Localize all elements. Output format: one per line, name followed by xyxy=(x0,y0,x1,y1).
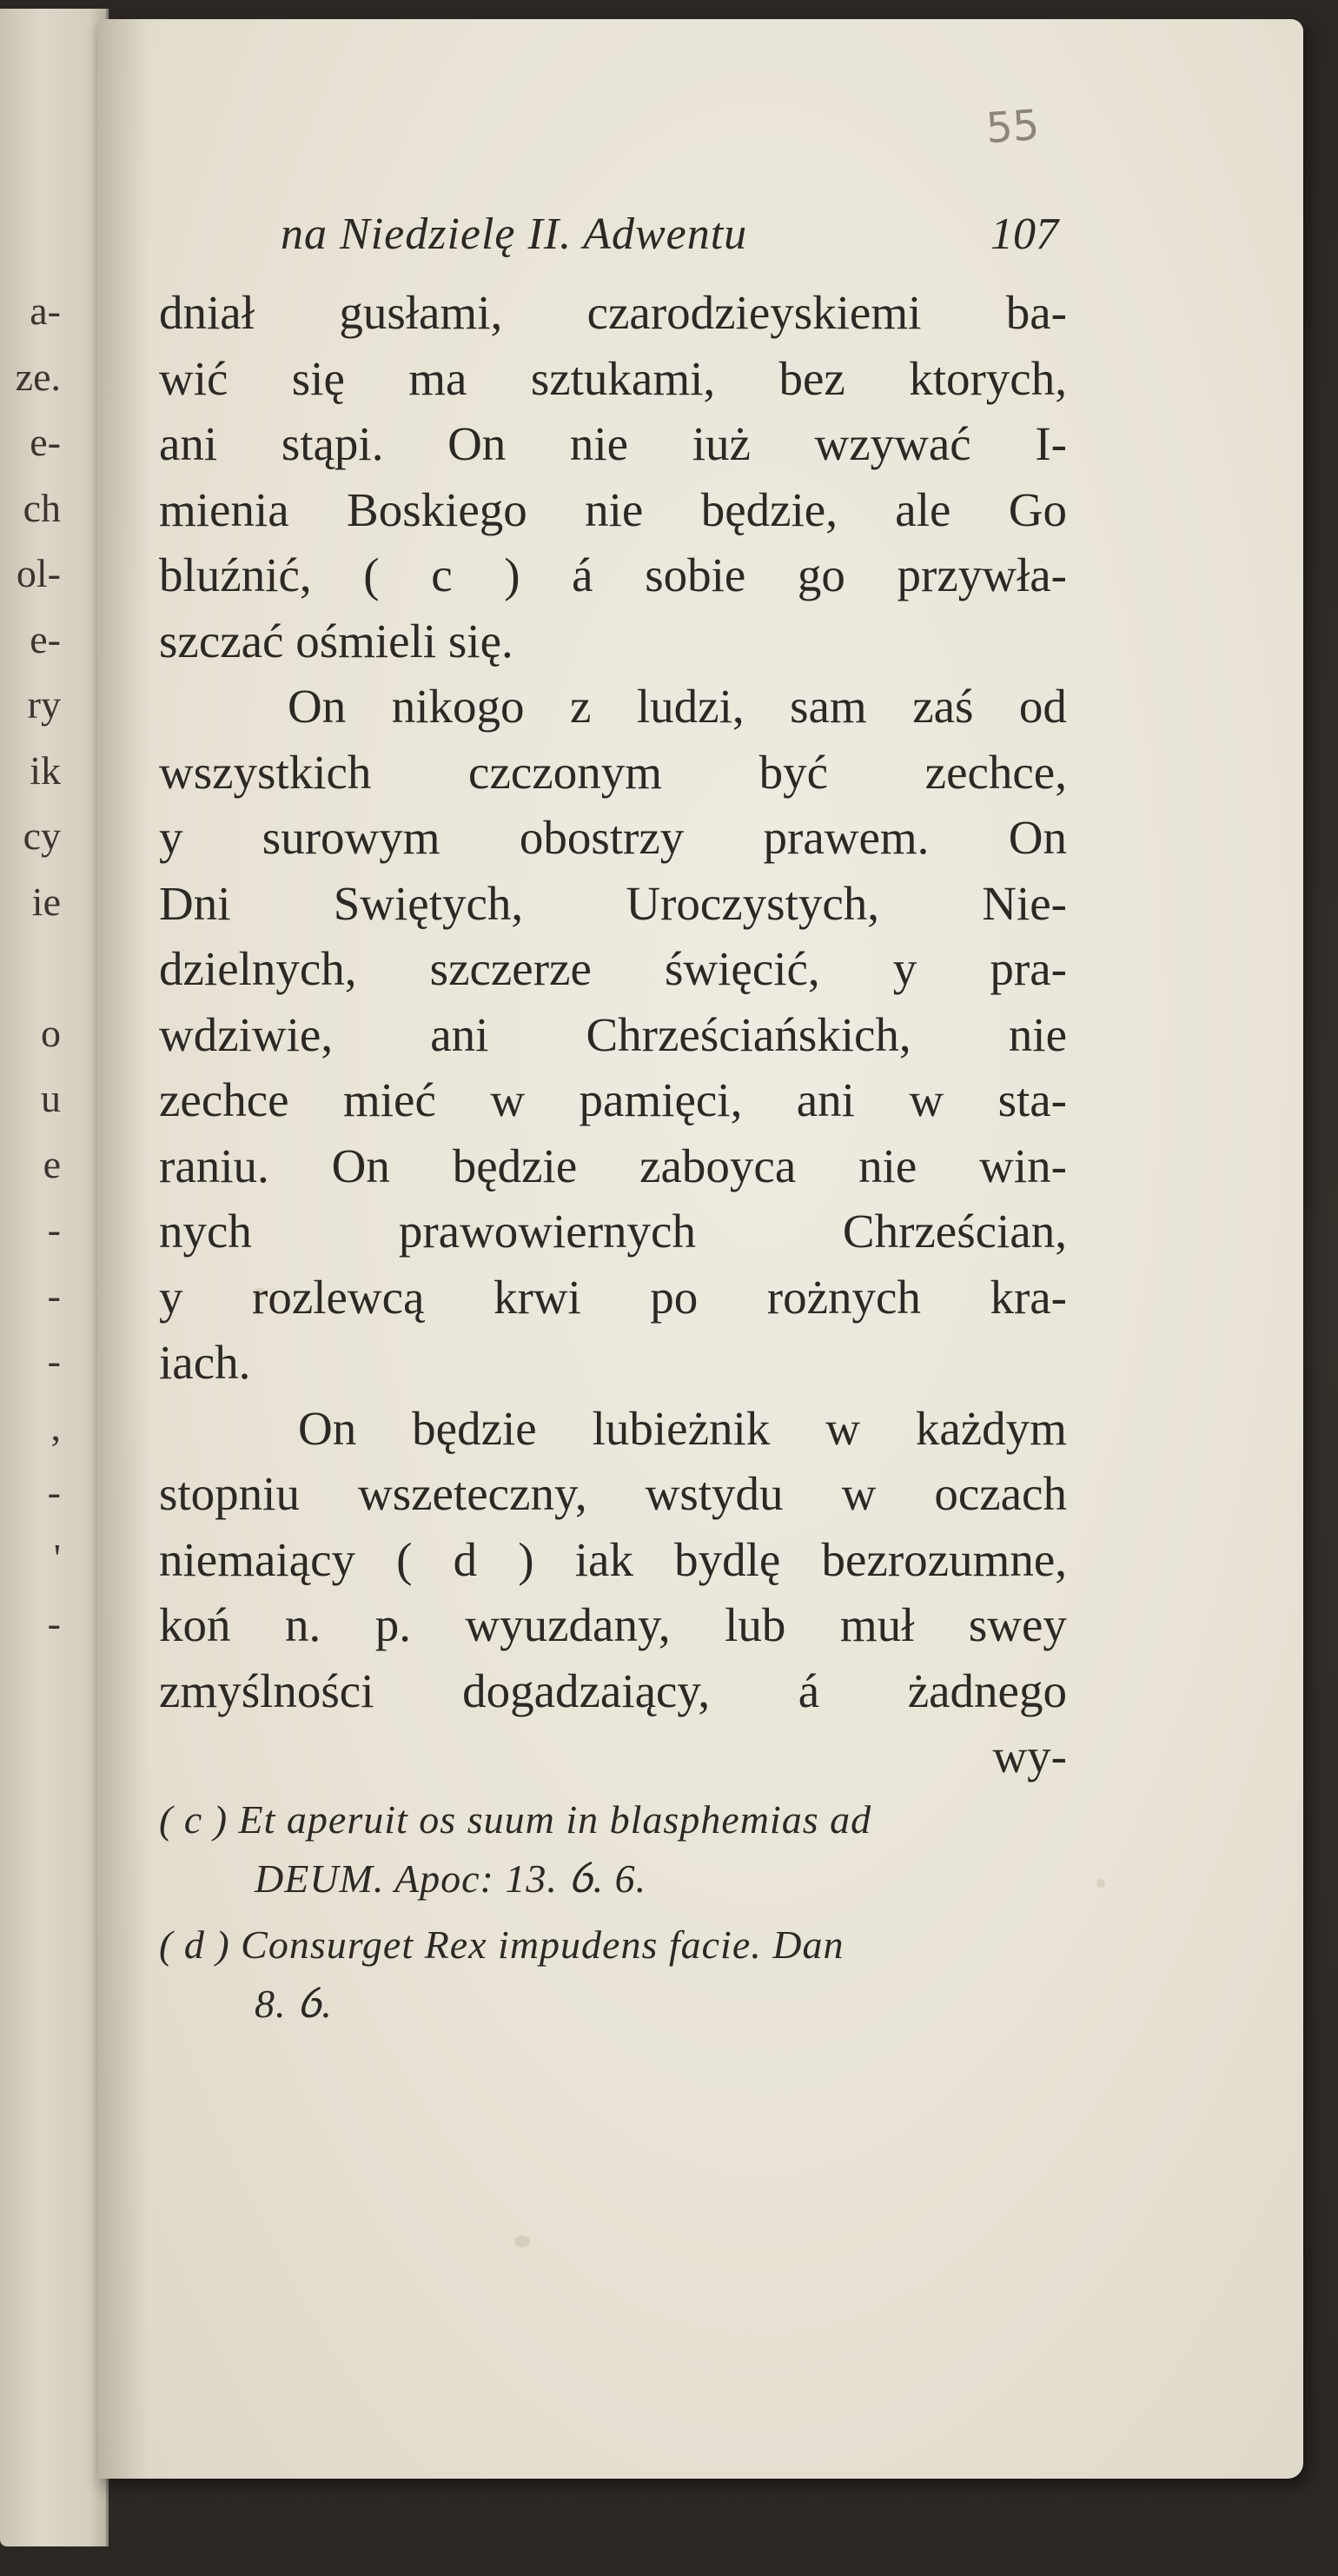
fragment-line: a- xyxy=(30,289,61,333)
paper-foxing-spot xyxy=(1096,1879,1105,1888)
header-title: na Niedzielę II. Adwentu xyxy=(281,209,748,259)
fragment-line: ie xyxy=(31,879,61,924)
fragment-line: ch xyxy=(23,485,61,530)
previous-page-edge xyxy=(0,9,109,2546)
page-number: 107 xyxy=(990,209,1058,259)
fragment-line: e xyxy=(43,1141,61,1186)
text-line: wić się ma sztukami, bez ktorych, xyxy=(159,351,1067,405)
fragment-line: ry xyxy=(27,682,61,727)
fragment-line xyxy=(0,934,61,1000)
text-line: y rozlewcą krwi po rożnych kra- xyxy=(159,1270,1067,1324)
text-line: zechce mieć w pamięci, ani w sta- xyxy=(159,1073,1067,1126)
footnotes xyxy=(159,1790,1067,2034)
text-line: zmyślności dogadzaiący, á żadnego xyxy=(159,1663,1067,1717)
footnote-line: ( d ) Consurget Rex impudens facie. Dan xyxy=(159,1922,845,1967)
fragment-line: - xyxy=(47,1601,61,1645)
text-line: mienia Boskiego nie będzie, ale Go xyxy=(159,482,1067,536)
fragment-line: , xyxy=(50,1404,61,1449)
fragment-line: ' xyxy=(53,1535,61,1580)
text-line: y surowym obostrzy prawem. On xyxy=(159,811,1067,864)
text-line: wdziwie, ani Chrześciańskich, nie xyxy=(159,1007,1067,1061)
running-header xyxy=(181,209,1058,269)
text-line: ani stąpi. On nie iuż wzywać I- xyxy=(159,417,1067,470)
text-line: koń n. p. wyuzdany, lub muł swey xyxy=(159,1598,1067,1651)
text-line: dniał gusłami, czarodzieyskiemi ba- xyxy=(159,286,1067,339)
text-line: niemaiący ( d ) iak bydlę bezrozumne, xyxy=(159,1532,1067,1586)
body-text xyxy=(159,280,1067,1789)
fragment-line: ol- xyxy=(16,551,61,595)
text-line: dzielnych, szczerze święcić, y pra- xyxy=(159,942,1067,995)
fragment-line: e- xyxy=(30,420,61,464)
text-line: iach. xyxy=(159,1336,251,1389)
pencil-folio-number: 55 xyxy=(984,100,1041,154)
paper-foxing-spot xyxy=(514,2235,530,2247)
text-line: bluźnić, ( c ) á sobie go przywła- xyxy=(159,548,1067,601)
text-line: Dni Swiętych, Uroczystych, Nie- xyxy=(159,876,1067,930)
previous-page-text-fragments xyxy=(0,278,61,1656)
text-line: On nikogo z ludzi, sam zaś od xyxy=(288,680,1067,733)
footnote-line: ( c ) Et aperuit os suum in blasphemias ad xyxy=(159,1797,872,1842)
fragment-line: e- xyxy=(30,616,61,661)
text-line: On będzie lubieżnik w każdym xyxy=(298,1401,1067,1455)
text-line: wszystkich czczonym być zechce, xyxy=(159,745,1067,799)
text-line: szczać ośmieli się. xyxy=(159,614,513,667)
fragment-line: - xyxy=(47,1207,61,1251)
footnote-line: DEUM. Apoc: 13. ỽ. 6. xyxy=(255,1856,647,1901)
fragment-line: cy xyxy=(23,813,61,858)
fragment-line: o xyxy=(41,1010,61,1055)
fragment-line: - xyxy=(47,1470,61,1514)
fragment-line: - xyxy=(47,1338,61,1383)
text-line: stopniu wszeteczny, wstydu w oczach xyxy=(159,1467,1067,1520)
text-line: nych prawowiernych Chrześcian, xyxy=(159,1205,1067,1258)
fragment-line: ze. xyxy=(15,354,61,399)
catchword: wy- xyxy=(992,1730,1067,1783)
text-line: raniu. On będzie zaboyca nie win- xyxy=(159,1139,1067,1192)
fragment-line: - xyxy=(47,1272,61,1318)
footnote-line: 8. ỽ. xyxy=(255,1982,333,2026)
fragment-line: ik xyxy=(30,747,61,793)
fragment-line: u xyxy=(41,1076,61,1120)
